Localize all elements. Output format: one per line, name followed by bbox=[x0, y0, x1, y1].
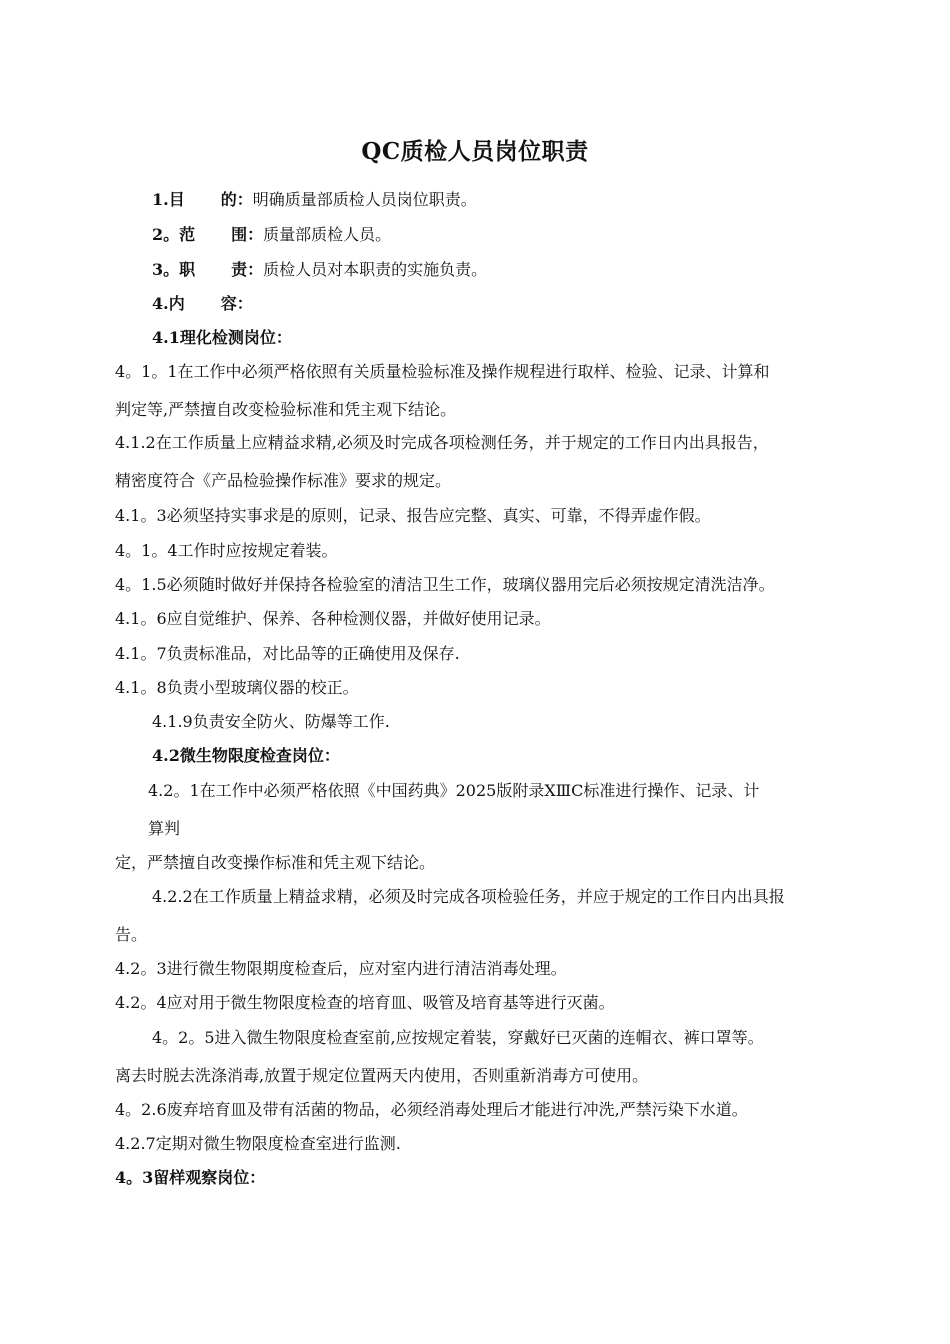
section-duty-text: 质检人员对本职责的实施负责。 bbox=[263, 260, 488, 279]
item-4-2-3: 4.2。3进行微生物限期度检查后，应对室内进行清洁消毒处理。 bbox=[115, 959, 567, 978]
item-4-2-2: 4.2.2在工作质量上精益求精，必须及时完成各项检验任务，并应于规定的工作日内出具报 bbox=[152, 887, 785, 906]
heading-4-3: 4。3留样观察岗位： bbox=[115, 1168, 266, 1187]
section-duty-num: 3。职 bbox=[152, 260, 196, 279]
item-4-2-1-cont2: 定，严禁擅自改变操作标准和凭主观下结论。 bbox=[115, 853, 436, 872]
item-4-2-7: 4.2.7定期对微生物限度检查室进行监测. bbox=[115, 1134, 401, 1153]
item-4-2-4: 4.2。4应对用于微生物限度检查的培育皿、吸管及培育基等进行灭菌。 bbox=[115, 993, 615, 1012]
section-purpose-num: 1.目 bbox=[152, 190, 185, 209]
item-4-1-9: 4.1.9负责安全防火、防爆等工作. bbox=[152, 712, 390, 731]
section-scope bbox=[152, 225, 391, 245]
item-4-1-2-cont: 精密度符合《产品检验操作标准》要求的规定。 bbox=[115, 471, 452, 490]
item-4-1-8: 4.1。8负责小型玻璃仪器的校正。 bbox=[115, 678, 359, 697]
section-scope-end: 围： bbox=[231, 225, 264, 244]
item-4-1-5: 4。1.5必须随时做好并保持各检验室的清洁卫生工作，玻璃仪器用完后必须按规定清洗洁净。 bbox=[115, 575, 775, 594]
section-content-end: 容： bbox=[220, 294, 253, 313]
heading-4-2: 4.2微生物限度检查岗位： bbox=[152, 746, 340, 765]
item-4-2-5-cont: 离去时脱去洗涤消毒,放置于规定位置两天内使用，否则重新消毒方可使用。 bbox=[115, 1066, 649, 1085]
section-scope-num: 2。范 bbox=[152, 225, 196, 244]
item-4-1-2: 4.1.2在工作质量上应精益求精,必须及时完成各项检测任务，并于规定的工作日内出具报告， bbox=[115, 433, 769, 452]
heading-4-1: 4.1理化检测岗位： bbox=[152, 328, 292, 347]
item-4-2-1-cont: 算判 bbox=[148, 819, 181, 838]
item-4-1-3: 4.1。3必须坚持实事求是的原则，记录、报告应完整、真实、可靠，不得弄虚作假。 bbox=[115, 506, 711, 525]
item-4-1-6: 4.1。6应自觉维护、保养、各种检测仪器，并做好使用记录。 bbox=[115, 609, 551, 628]
section-content bbox=[152, 294, 253, 314]
section-duty bbox=[152, 260, 487, 280]
item-4-2-2-cont: 告。 bbox=[115, 925, 148, 944]
section-purpose-text: 明确质量部质检人员岗位职责。 bbox=[252, 190, 477, 209]
section-scope-text: 质量部质检人员。 bbox=[263, 225, 392, 244]
section-purpose-end: 的： bbox=[220, 190, 253, 209]
item-4-2-5: 4。2。5进入微生物限度检查室前,应按规定着装，穿戴好已灭菌的连帽衣、裤口罩等。 bbox=[152, 1028, 764, 1047]
section-duty-end: 责： bbox=[231, 260, 264, 279]
item-4-1-1: 4。1。1在工作中必须严格依照有关质量检验标准及操作规程进行取样、检验、记录、计算和 bbox=[115, 362, 770, 381]
section-purpose bbox=[152, 190, 477, 210]
item-4-2-1: 4.2。1在工作中必须严格依照《中国药典》2025版附录ⅩⅢC标准进行操作、记录、计 bbox=[148, 781, 760, 800]
item-4-1-4: 4。1。4工作时应按规定着装。 bbox=[115, 541, 338, 560]
item-4-2-6: 4。2.6废弃培育皿及带有活菌的物品，必须经消毒处理后才能进行冲洗,严禁污染下水道。 bbox=[115, 1100, 748, 1119]
item-4-1-1-cont: 判定等,严禁擅自改变检验标准和凭主观下结论。 bbox=[115, 400, 457, 419]
document-title: QC质检人员岗位职责 bbox=[361, 138, 589, 165]
section-content-num: 4.内 bbox=[152, 294, 185, 313]
item-4-1-7: 4.1。7负责标准品，对比品等的正确使用及保存. bbox=[115, 644, 460, 663]
